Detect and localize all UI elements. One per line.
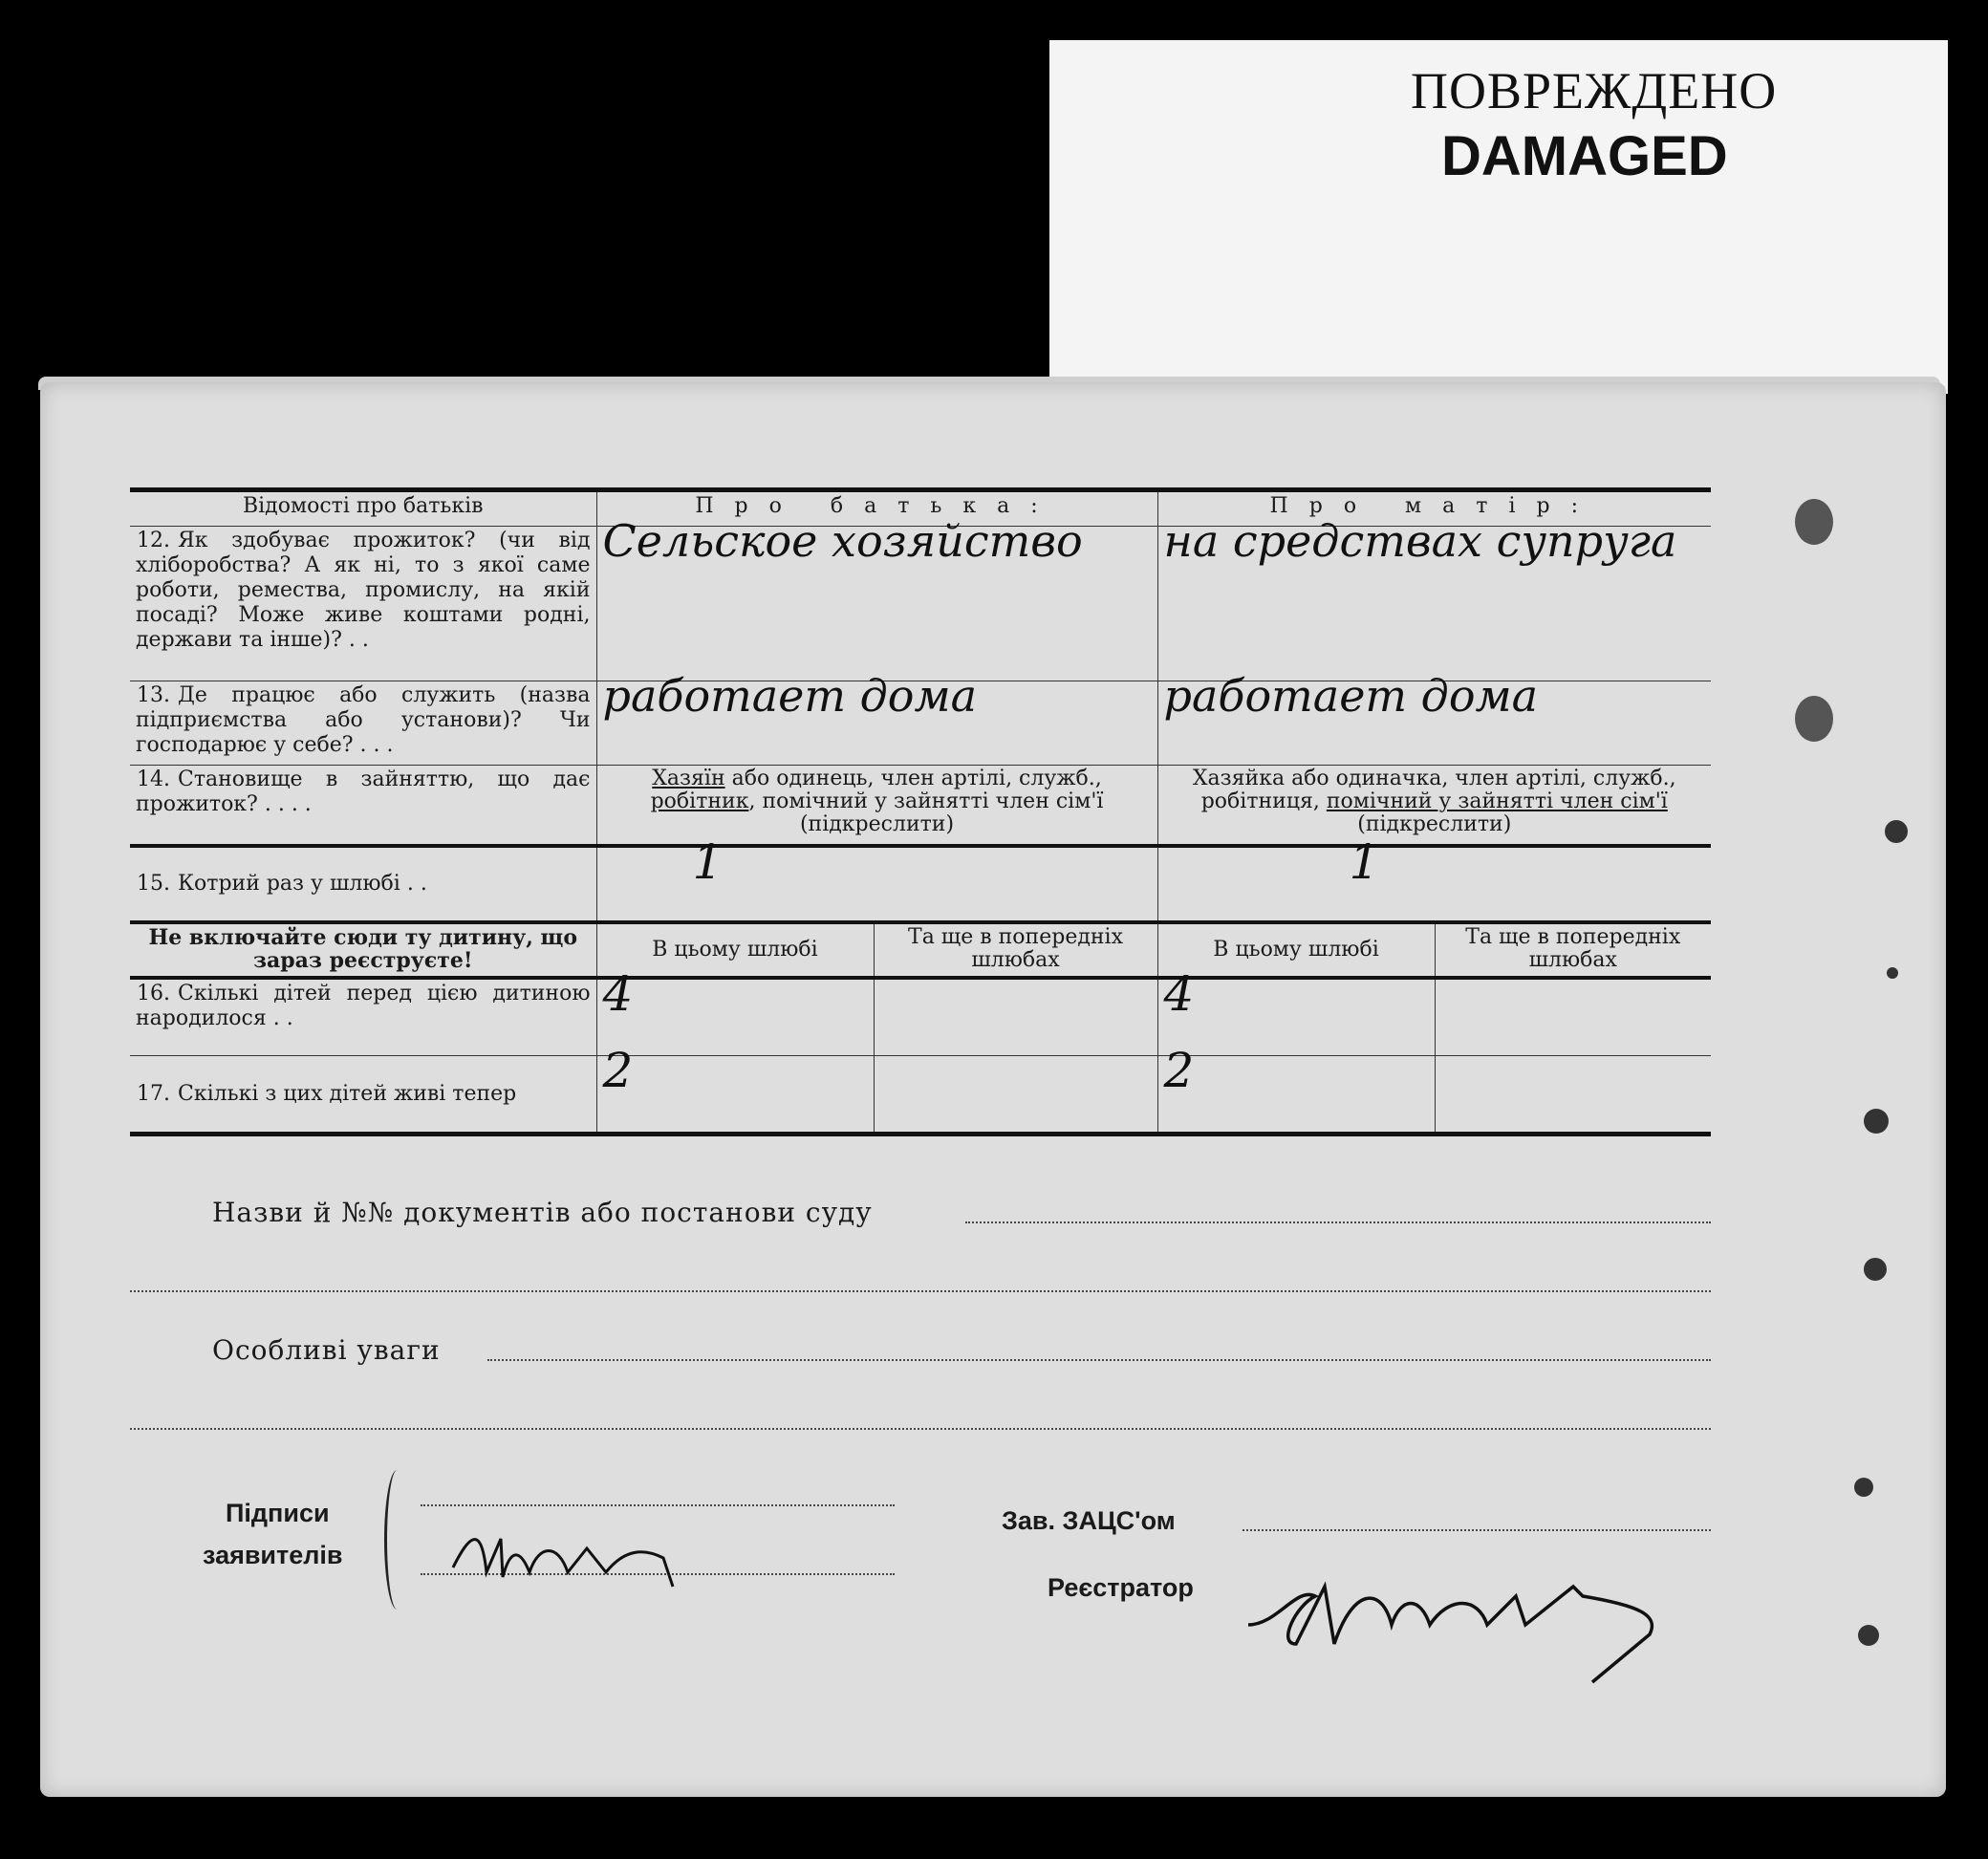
parents-table xyxy=(130,487,1711,1136)
mother-this-marriage-header: В цьому шлюбі xyxy=(1157,922,1435,978)
documents-line xyxy=(965,1221,1711,1223)
zags-head-signature-line xyxy=(1242,1529,1711,1531)
applicant-signature-line xyxy=(421,1504,895,1506)
answer-17-mother-previous xyxy=(1435,1056,1711,1135)
stamp-text-russian: ПОВРЕЖДЕНО xyxy=(1411,62,1778,119)
row-number: 15. xyxy=(137,871,170,896)
registrar-label: Реєстратор xyxy=(1048,1573,1194,1602)
header-father: Про батька: xyxy=(596,490,1157,527)
question-17: Скількі з цих дітей живі тепер xyxy=(178,1081,517,1106)
documents-line-2 xyxy=(130,1290,1711,1292)
parents-info-form xyxy=(130,487,1711,1136)
table-row xyxy=(130,681,1711,766)
answer-14-father xyxy=(596,766,1157,846)
answer-16-father-this: 4 xyxy=(596,978,874,1056)
answer-17-father-this: 2 xyxy=(596,1056,874,1135)
punch-hole xyxy=(1864,1109,1889,1134)
header-mother: Про матір: xyxy=(1157,490,1711,527)
option-text: , помічний у зайнятті член сім'ї xyxy=(748,789,1104,813)
exclude-current-child-note: Не включайте сюди ту дитину, що зараз реєструєте! xyxy=(130,922,596,978)
option-underlined: робітник xyxy=(650,789,749,813)
signature-brace xyxy=(384,1470,410,1610)
answer-15-mother: 1 xyxy=(1157,846,1711,922)
underline-instruction: (підкреслити) xyxy=(799,812,955,836)
notes-line xyxy=(487,1359,1711,1361)
punch-hole xyxy=(1887,967,1898,979)
answer-12-mother: на средствах супруга xyxy=(1157,527,1711,681)
punch-hole xyxy=(1795,696,1833,742)
row-number: 17. xyxy=(137,1081,170,1106)
answer-13-father: работает дома xyxy=(596,681,1157,766)
option-underlined: Хазяїн xyxy=(652,767,725,790)
question-13: Де працює або служить (назва підприємства або установи)? Чи господарює у себе? . . . xyxy=(136,683,591,757)
row-number: 12. xyxy=(137,529,170,552)
signatures-label: Підписи xyxy=(226,1499,330,1527)
answer-16-mother-previous xyxy=(1435,978,1711,1056)
row-number: 13. xyxy=(137,683,170,707)
option-text: робітниця, xyxy=(1200,789,1327,813)
underline-instruction: (підкреслити) xyxy=(1357,812,1512,836)
table-row xyxy=(130,846,1711,922)
punch-hole xyxy=(1858,1625,1879,1646)
applicants-label: заявителів xyxy=(203,1541,343,1569)
zags-head-label: Зав. ЗАЦС'ом xyxy=(1002,1506,1176,1535)
answer-12-father: Сельское хозяйство xyxy=(596,527,1157,681)
option-underlined: помічний у зайнятті член сім'ї xyxy=(1326,789,1668,813)
documents-label: Назви й №№ документів або постанови суду xyxy=(212,1197,873,1228)
question-14: Становище в зайняттю, що дає прожиток? . . . . xyxy=(136,767,591,816)
table-subheader-row xyxy=(130,922,1711,978)
punch-hole xyxy=(1885,820,1908,843)
punch-hole xyxy=(1864,1258,1887,1281)
punch-hole xyxy=(1854,1478,1873,1497)
question-15: Котрий раз у шлюбі . . xyxy=(178,871,427,896)
answer-15-father: 1 xyxy=(596,846,1157,922)
notes-line-2 xyxy=(130,1428,1711,1430)
answer-14-mother xyxy=(1157,766,1711,846)
answer-17-father-previous xyxy=(874,1056,1157,1135)
applicant-signature xyxy=(443,1520,692,1596)
option-text: або одинець, член артілі, служб., xyxy=(724,767,1102,790)
question-12: Як здобуває прожиток? (чи від хліборобства? А як ні, то з якої саме роботи, ремества, промислу, на якій посаді? Може живе коштами родні, держави та інше)? . . xyxy=(136,529,591,652)
option-text: Хазяйка або одиначка, член артілі, служб., xyxy=(1192,767,1676,790)
stamp-text-english: DAMAGED xyxy=(1441,125,1728,187)
mother-previous-marriages-header: Та ще в попередніх шлюбах xyxy=(1435,922,1711,978)
damaged-stamp-card xyxy=(1049,40,1948,394)
question-16: Скількі дітей перед цією дитиною народилося . . xyxy=(136,981,591,1030)
header-parents-info: Відомості про батьків xyxy=(130,490,596,527)
notes-label: Особливі уваги xyxy=(212,1334,441,1366)
row-number: 14. xyxy=(137,767,170,791)
row-number: 16. xyxy=(137,981,170,1005)
table-row xyxy=(130,766,1711,846)
table-row xyxy=(130,1056,1711,1135)
answer-17-mother-this: 2 xyxy=(1157,1056,1435,1135)
father-previous-marriages-header: Та ще в попередніх шлюбах xyxy=(874,922,1157,978)
father-this-marriage-header: В цьому шлюбі xyxy=(596,922,874,978)
answer-13-mother: работает дома xyxy=(1157,681,1711,766)
punch-hole xyxy=(1795,499,1833,545)
table-row xyxy=(130,527,1711,681)
registrar-signature xyxy=(1239,1567,1678,1711)
answer-16-mother-this: 4 xyxy=(1157,978,1435,1056)
answer-16-father-previous xyxy=(874,978,1157,1056)
table-row xyxy=(130,978,1711,1056)
